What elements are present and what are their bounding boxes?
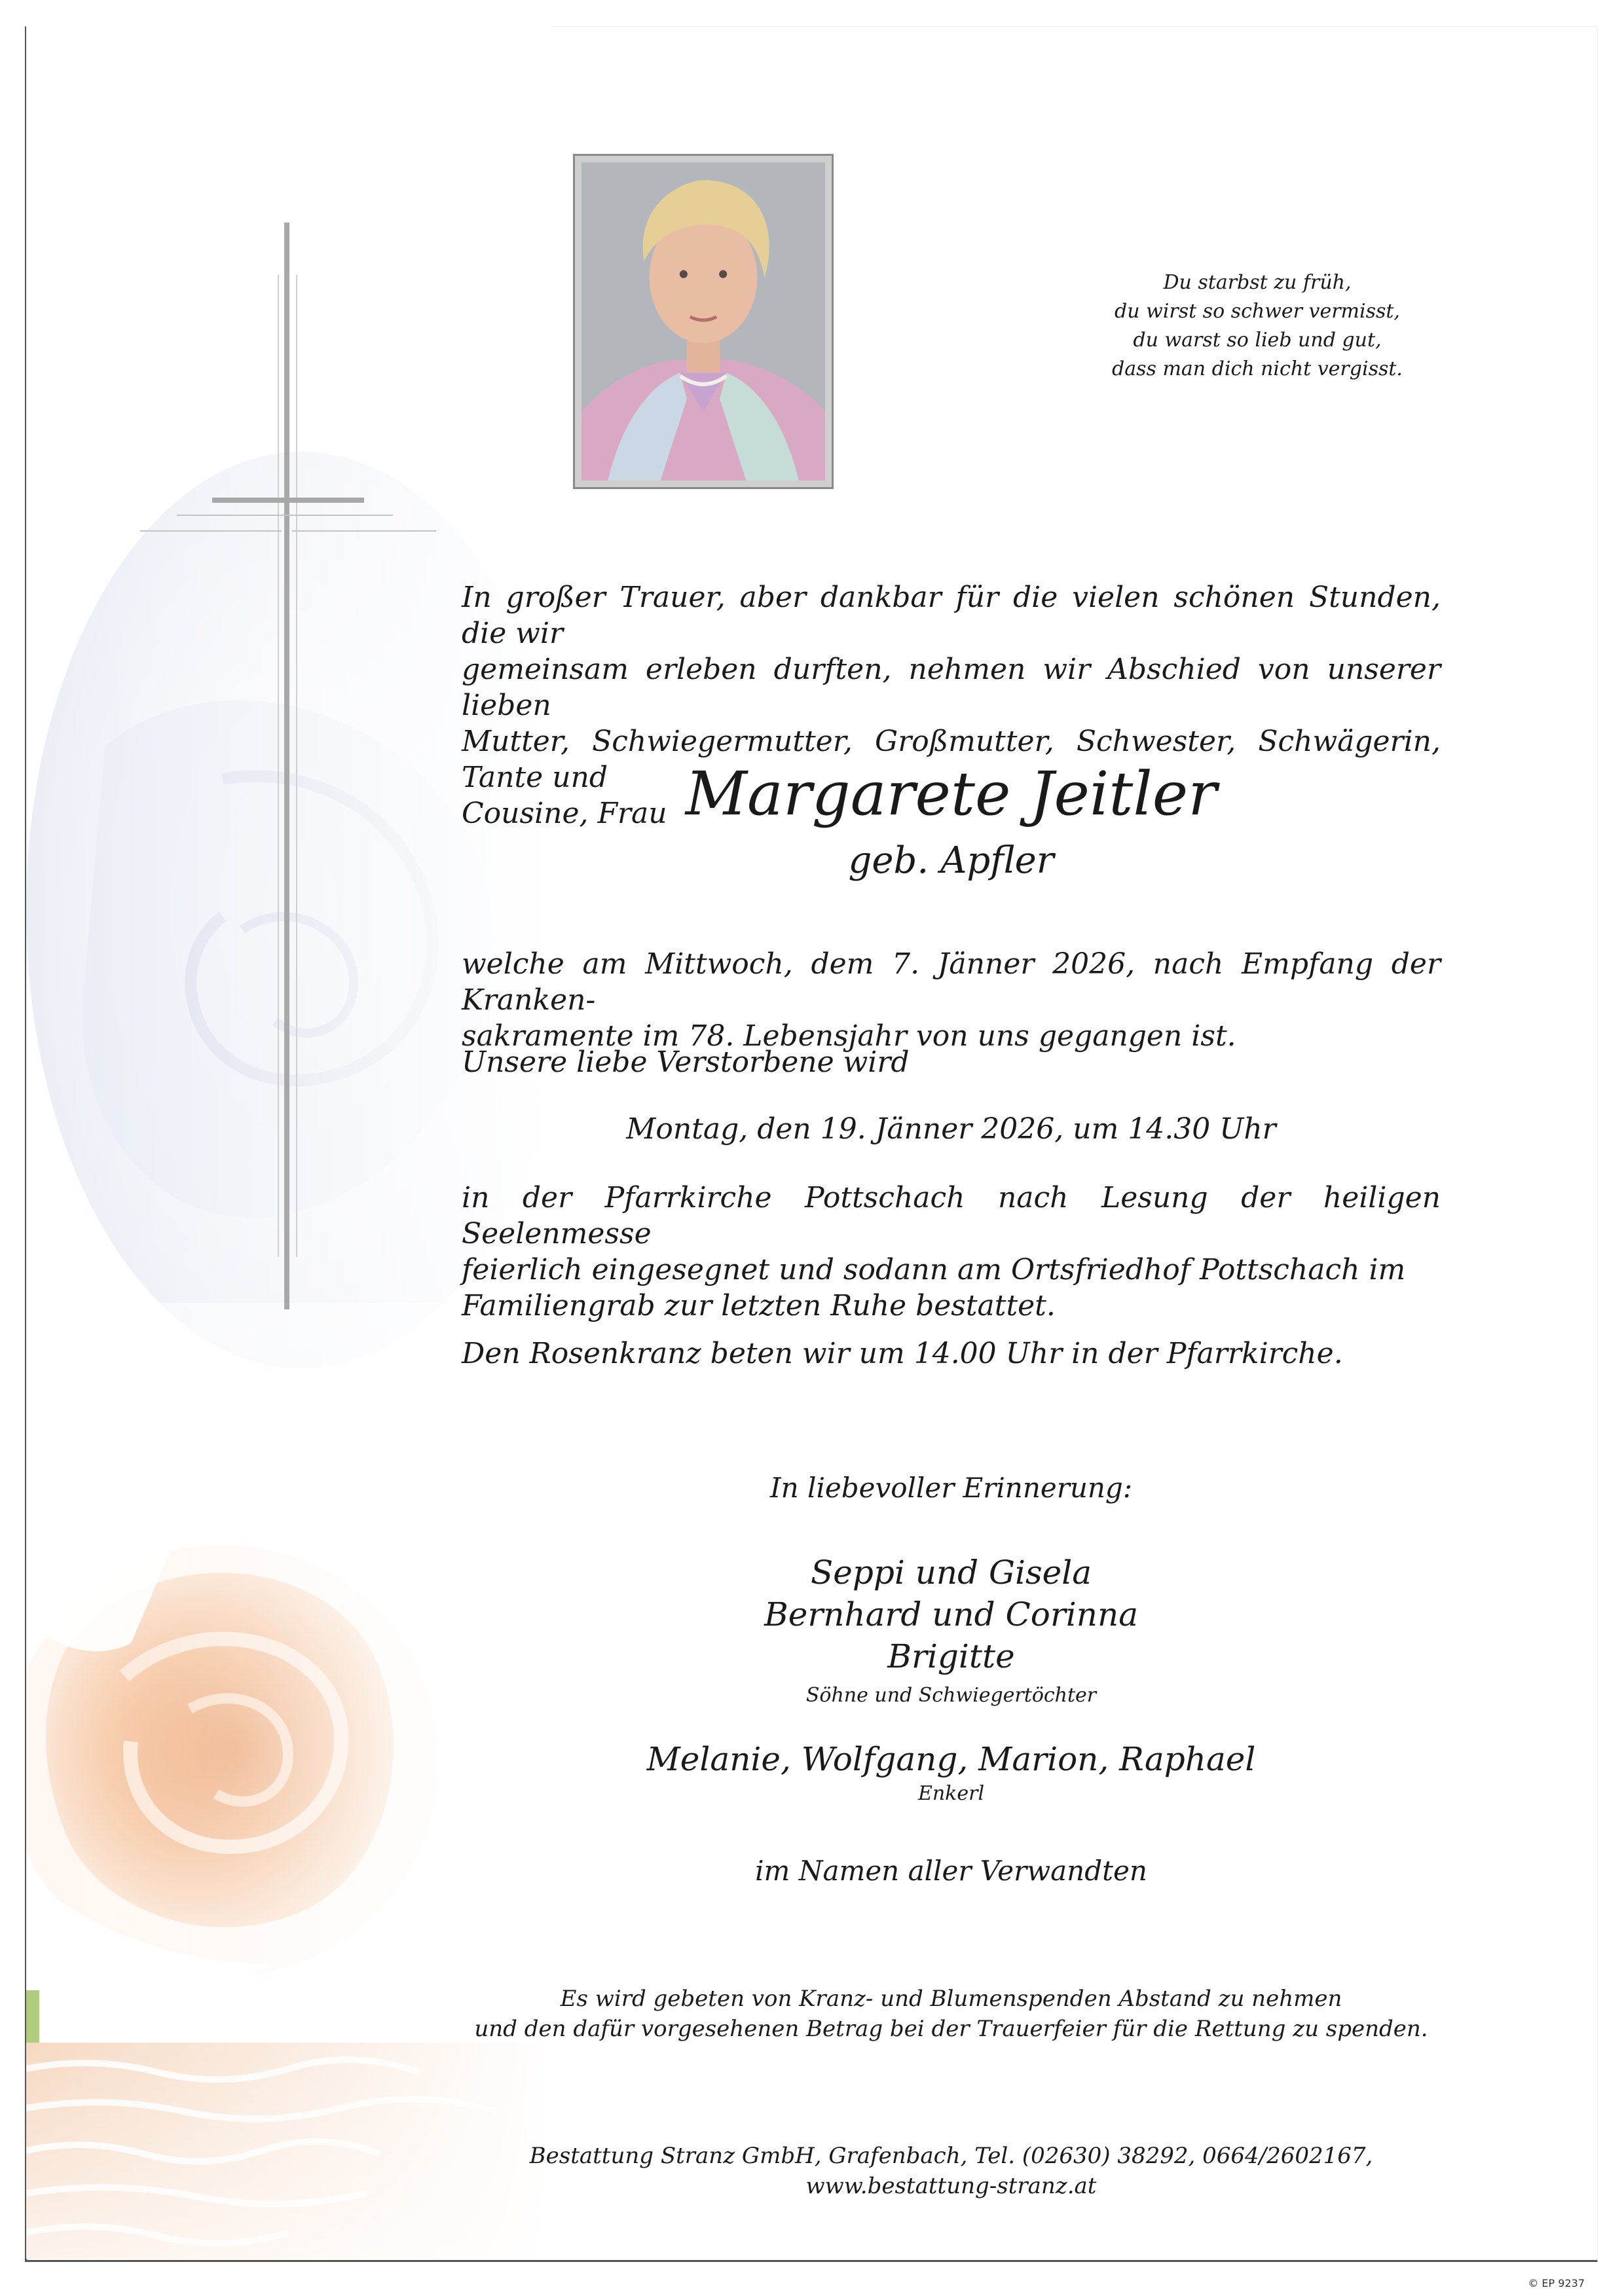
deceased-name: Margarete Jeitler	[685, 759, 1217, 829]
intro-line: Mutter, Schwiegermutter, Großmutter, Schwester, Schwägerin, Tante und	[462, 725, 1441, 794]
donation-line: und den dafür vorgesehenen Betrag bei der Trauerfeier für die Rettung zu spenden.	[474, 2016, 1428, 2042]
sons-caption: Söhne und Schwiegertöchter	[805, 1684, 1097, 1707]
rosary-notice: Den Rosenkranz beten wir um 14.00 Uhr in der Pfarrkirche.	[462, 1337, 1343, 1370]
portrait-photo	[573, 154, 834, 489]
memorial-poem	[1048, 268, 1467, 384]
undertaker-info	[462, 2141, 1441, 2201]
death-line: sakramente im 78. Lebensjahr von uns gegangen ist.	[462, 1019, 1236, 1053]
intro-line: In großer Trauer, aber dankbar für die vielen schönen Stunden, die wir	[462, 581, 1441, 650]
undertaker-url: www.bestattung-stranz.at	[805, 2173, 1097, 2199]
poem-line: dass man dich nicht vergisst.	[1112, 357, 1403, 380]
intro-line: Cousine, Frau	[462, 797, 667, 830]
birth-name: geb. Apfler	[848, 839, 1054, 882]
funeral-line: feierlich eingesegnet und sodann am Ortsfriedhof Pottschach im	[462, 1253, 1406, 1286]
funeral-date: Montag, den 19. Jänner 2026, um 14.30 Uhr	[626, 1112, 1276, 1146]
intro-line: gemeinsam erleben durften, nehmen wir Abschied von unserer lieben	[462, 653, 1441, 722]
death-line: welche am Mittwoch, dem 7. Jänner 2026, nach Empfang der Kranken-	[462, 947, 1441, 1017]
sons-list	[462, 1552, 1441, 1677]
donation-line: Es wird gebeten von Kranz- und Blumenspenden Abstand zu nehmen	[560, 1986, 1342, 2012]
grandchildren-list: Melanie, Wolfgang, Marion, Raphael	[646, 1740, 1256, 1778]
funeral-line: in der Pfarrkirche Pottschach nach Lesung der heiligen Seelenmesse	[462, 1181, 1441, 1250]
portrait-image	[581, 162, 825, 481]
mourners-heading: In liebevoller Erinnerung:	[770, 1472, 1132, 1504]
funeral-details	[462, 1180, 1441, 1324]
poem-line: du wirst so schwer vermisst,	[1115, 300, 1400, 323]
undertaker-line: Bestattung Stranz GmbH, Grafenbach, Tel. (02630) 38292, 0664/2602167,	[529, 2143, 1373, 2169]
cross-symbol	[131, 223, 445, 1309]
death-notice	[462, 946, 1441, 1054]
grandchildren-caption: Enkerl	[917, 1782, 985, 1805]
funeral-intro: Unsere liebe Verstorbene wird	[462, 1046, 910, 1079]
mourner-name: Seppi und Gisela	[810, 1554, 1092, 1592]
relatives-line: im Namen aller Verwandten	[755, 1855, 1147, 1887]
poem-line: du warst so lieb und gut,	[1133, 329, 1382, 352]
donation-note	[462, 1984, 1441, 2044]
mourner-name: Brigitte	[887, 1637, 1015, 1675]
form-code: © EP 9237	[1528, 2277, 1585, 2289]
funeral-line: Familiengrab zur letzten Ruhe bestattet.	[462, 1289, 1056, 1322]
poem-line: Du starbst zu früh,	[1163, 271, 1352, 294]
mourner-name: Bernhard und Corinna	[764, 1595, 1139, 1633]
